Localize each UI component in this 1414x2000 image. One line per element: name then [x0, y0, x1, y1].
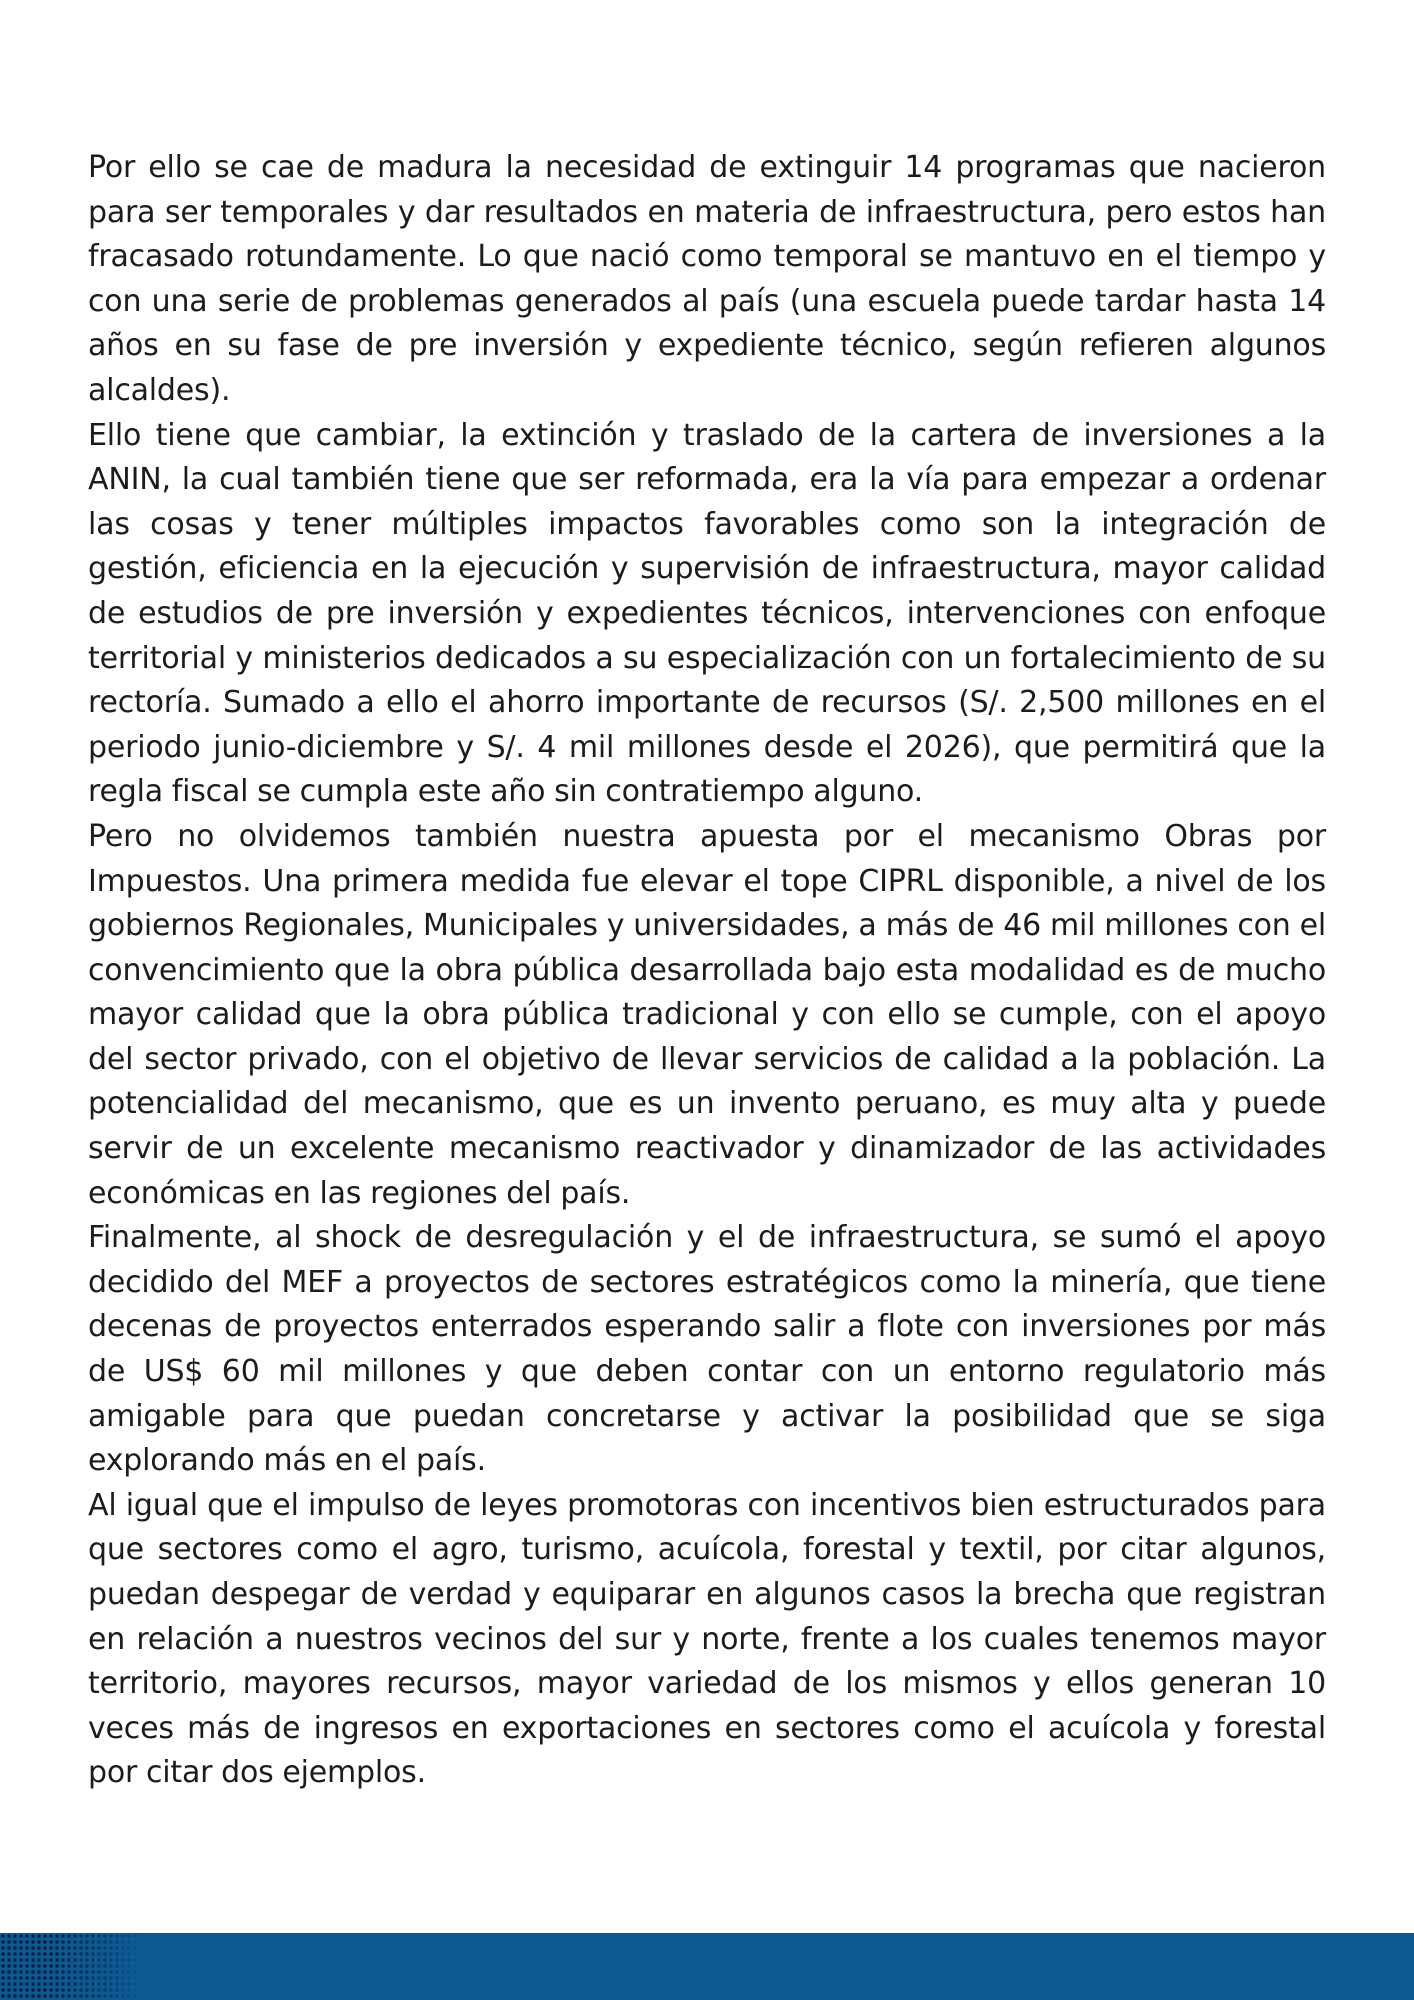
- paragraph-5: Al igual que el impulso de leyes promotoras con incentivos bien estructurados para que sectores como el agro, turismo, acuícola, forestal y textil, por citar algunos, puedan despegar de verdad y equiparar en algunos casos la brecha que registran en relación a nuestros vecinos del sur y norte, frente a los cuales tenemos mayor territorio, mayores recursos, mayor variedad de los mismos y ellos generan 10 veces más de ingresos en exportaciones en sectores como el acuícola y forestal por citar dos ejemplos.: [88, 1487, 1326, 1791]
- paragraph-4: Finalmente, al shock de desregulación y el de infraestructura, se sumó el apoyo decidido del MEF a proyectos de sectores estratégicos como la minería, que tiene decenas de proyectos enterrados esperando salir a flote con inversiones por más de US$ 60 mil millones y que deben contar con un entorno regulatorio más amigable para que puedan concretarse y activar la posibilidad que se siga explorando más en el país.: [88, 1220, 1326, 1479]
- footer-band: [0, 1933, 1414, 2000]
- article-body: [88, 146, 1326, 1796]
- paragraph-2: Ello tiene que cambiar, la extinción y traslado de la cartera de inversiones a la ANIN, la cual también tiene que ser reformada, era la vía para empezar a ordenar las cosas y tener múltiples impactos favorables como son la integración de gestión, eficiencia en la ejecución y supervisión de infraestructura, mayor calidad de estudios de pre inversión y expedientes técnicos, intervenciones con enfoque territorial y ministerios dedicados a su especialización con un fortalecimiento de su rectoría. Sumado a ello el ahorro importante de recursos (S/. 2,500 millones en el periodo junio-diciembre y S/. 4 mil millones desde el 2026), que permitirá que la regla fiscal se cumpla este año sin contratiempo alguno.: [88, 417, 1326, 810]
- halftone-dot-pattern: [0, 1933, 150, 2000]
- paragraph-1: Por ello se cae de madura la necesidad de extinguir 14 programas que nacieron para ser temporales y dar resultados en materia de infraestructura, pero estos han fracasado rotundamente. Lo que nació como temporal se mantuvo en el tiempo y con una serie de problemas generados al país (una escuela puede tardar hasta 14 años en su fase de pre inversión y expediente técnico, según refieren algunos alcaldes).: [88, 150, 1326, 408]
- paragraph-3: Pero no olvidemos también nuestra apuesta por el mecanismo Obras por Impuestos. Una primera medida fue elevar el tope CIPRL disponible, a nivel de los gobiernos Regionales, Municipales y universidades, a más de 46 mil millones con el convencimiento que la obra pública desarrollada bajo esta modalidad es de mucho mayor calidad que la obra pública tradicional y con ello se cumple, con el apoyo del sector privado, con el objetivo de llevar servicios de calidad a la población. La potencialidad del mecanismo, que es un invento peruano, es muy alta y puede servir de un excelente mecanismo reactivador y dinamizador de las actividades económicas en las regiones del país.: [88, 818, 1326, 1211]
